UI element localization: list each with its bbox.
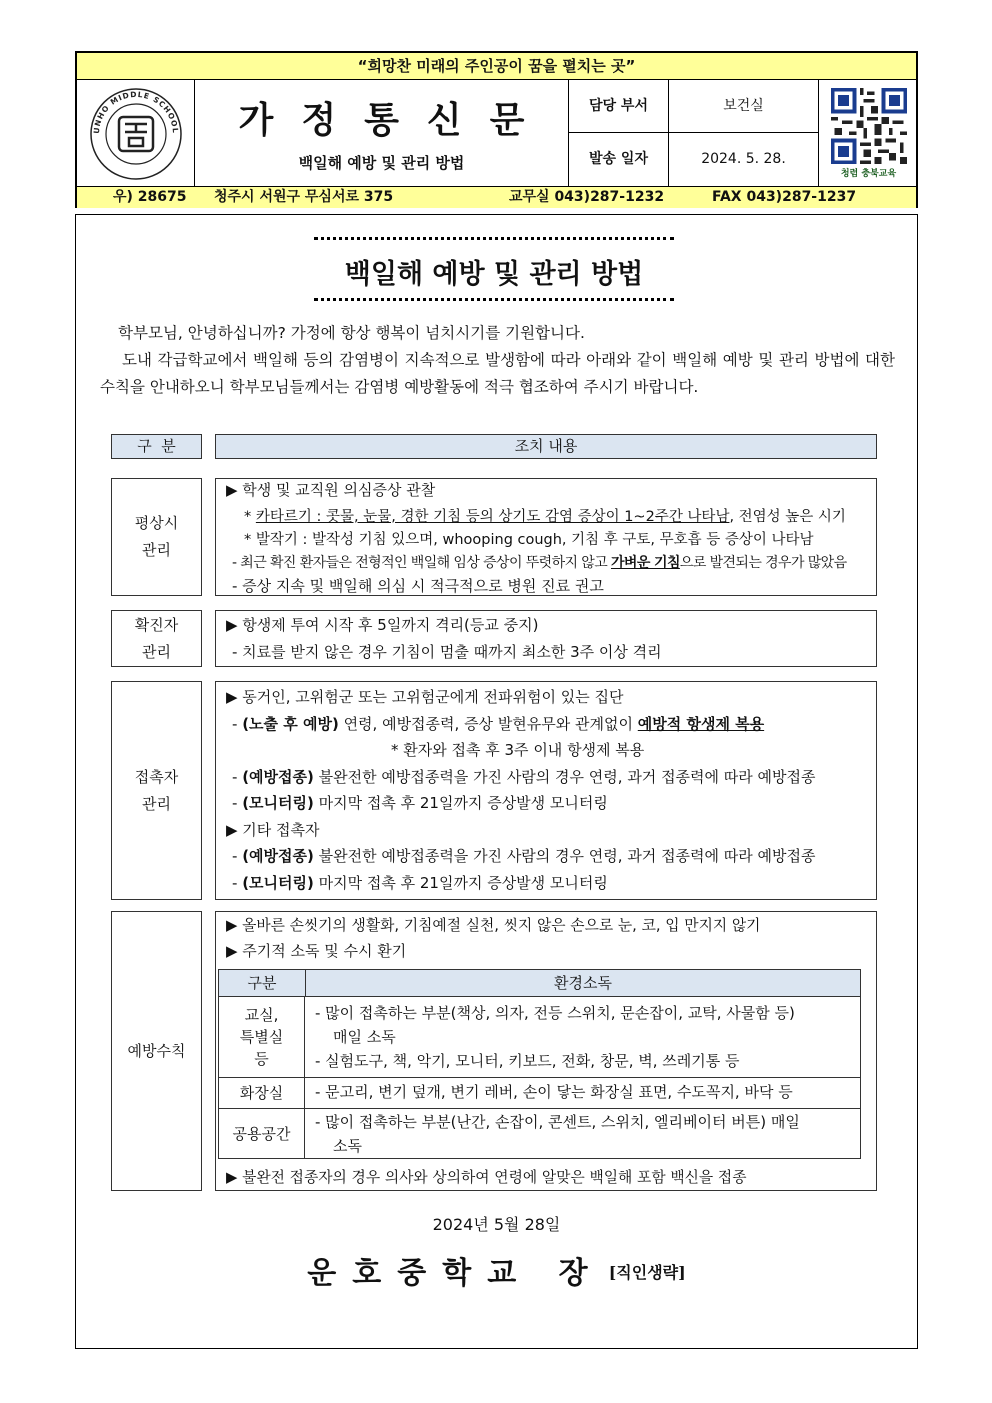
- contacts-postexposure-dash: -: [232, 715, 243, 733]
- routine-note-3-emph: 가벼운 기침: [610, 555, 680, 571]
- routine-heading: ▶ 학생 및 교직원 의심증상 관찰: [226, 481, 436, 499]
- address-fax: FAX 043)287-1237: [712, 189, 857, 205]
- routine-note-3-tail: 으로 발견되는 경우가 많았음: [679, 555, 847, 571]
- contacts-monitoring-2-tag: (모니터링): [242, 874, 314, 892]
- doc-title: 백일해 예방 및 관리 방법: [344, 259, 644, 290]
- disinfection-row-restroom-label: 화장실: [219, 1077, 305, 1108]
- document-body: [75, 214, 918, 1349]
- contacts-vaccination-1-tag: (예방접종): [242, 768, 314, 786]
- disinfection-row-classroom-label: [219, 997, 305, 1077]
- disinfection-row-divider: [219, 1108, 860, 1109]
- classroom-text-1: - 많이 접촉하는 부분(책상, 의자, 전등 스위치, 문손잡이, 교탁, 사물함 등): [315, 1004, 795, 1022]
- contacts-vaccination-1-text: 불완전한 예방접종력을 가진 사람의 경우 연령, 과거 접종력에 따라 예방접종: [313, 768, 816, 786]
- signature-line: [76, 1248, 917, 1292]
- address-bar: [77, 186, 916, 208]
- section-contacts-label-1: 접촉자: [134, 767, 179, 786]
- table-header-category-text: 구 분: [137, 437, 176, 455]
- routine-note-3: [232, 552, 847, 572]
- school-motto: “희망찬 미래의 주인공이 꿈을 펼치는 곳”: [77, 53, 916, 80]
- contacts-heading-1: ▶ 동거인, 고위험군 또는 고위험군에게 전파위험이 있는 집단: [226, 688, 624, 706]
- section-contacts-label-2: 관리: [142, 794, 171, 813]
- common-text-1: - 많이 접촉하는 부분(난간, 손잡이, 콘센트, 스위치, 엘리베이터 버튼) 매일: [315, 1113, 800, 1131]
- section-contacts-content: [215, 681, 877, 900]
- contacts-postexposure-text: 연령, 예방접종력, 증상 발현유무와 관계없이: [338, 715, 638, 733]
- contacts-vaccination-2-tag: (예방접종): [242, 847, 314, 865]
- disinfection-row-classroom-text: [305, 1001, 861, 1073]
- common-text-2: 소독: [333, 1137, 362, 1155]
- disinfection-header-category: 구분: [219, 970, 306, 997]
- send-date-label: 발송 일자: [569, 133, 669, 186]
- routine-note-1: [244, 505, 846, 526]
- contacts-postexposure-tag: (노출 후 예방): [242, 715, 339, 733]
- header-middle-row: [77, 80, 916, 186]
- disinfection-row-common-label: 공용공간: [219, 1108, 305, 1159]
- section-confirmed-content: [215, 610, 877, 667]
- disinfection-table: [218, 969, 861, 1159]
- routine-note-2: * 발작기 : 발작성 기침 있으며, whooping cough, 기침 후 구토, 무호흡 등 증상이 나타남: [244, 532, 814, 548]
- section-routine-label: [111, 478, 202, 596]
- contacts-monitoring-1: [232, 792, 608, 813]
- header-info-grid: [569, 80, 819, 186]
- contacts-vaccination-1-dash: -: [232, 768, 243, 786]
- routine-note-1-underlined: 카타르기 : 콧물, 눈물, 경한 기침 등의 상기도 감염 증상이 1~2주간 나타남: [255, 509, 730, 525]
- contacts-monitoring-1-tag: (모니터링): [242, 794, 314, 812]
- section-confirmed-label: [111, 610, 202, 667]
- newsletter-header: [75, 51, 918, 208]
- seal-omitted-note: [직인생략]: [608, 1263, 686, 1282]
- table-header-actions: [215, 434, 877, 459]
- principal-signature: 운호중학교 장: [307, 1256, 604, 1291]
- contacts-monitoring-2: [232, 872, 608, 893]
- disinfection-row-divider: [219, 1077, 860, 1078]
- section-routine-label-2: 관리: [142, 541, 171, 559]
- restroom-text-1: - 문고리, 변기 덮개, 변기 레버, 손이 닿는 화장실 표면, 수도꼭지, 바닥 등: [315, 1083, 793, 1101]
- classroom-label-2: 특별실: [239, 1028, 284, 1046]
- routine-note-4: - 증상 지속 및 백일해 의심 시 적극적으로 병원 진료 권고: [232, 577, 604, 595]
- section-prevention-content: [215, 911, 877, 1191]
- prevention-heading-1: ▶ 올바른 손씻기의 생활화, 기침예절 실천, 씻지 않은 손으로 눈, 코, 입 만지지 않기: [226, 917, 761, 934]
- contacts-monitoring-1-dash: -: [232, 794, 243, 812]
- routine-note-3-head: - 최근 확진 환자들은 전형적인 백일해 임상 증상이 뚜렷하지 않고: [232, 555, 611, 571]
- routine-note-1-mark: *: [244, 509, 256, 525]
- school-logo-cell: [77, 80, 195, 186]
- classroom-label-1: 교실,: [244, 1006, 279, 1024]
- address-zip: 우) 28675: [113, 189, 187, 205]
- doc-title-box: [314, 237, 674, 301]
- routine-note-1-tail: , 전염성 높은 시기: [729, 509, 846, 525]
- section-confirmed-label-1: 확진자: [134, 615, 179, 634]
- qr-cell: [819, 80, 918, 186]
- section-routine-content: [215, 478, 877, 596]
- table-header-actions-text: 조치 내용: [514, 437, 578, 455]
- newsletter-title: 가정통신문: [238, 99, 553, 141]
- contacts-heading-2: ▶ 기타 접촉자: [226, 821, 320, 839]
- issue-date: 2024년 5월 28일: [432, 1215, 561, 1234]
- prevention-heading-3: ▶ 불완전 접종자의 경우 의사와 상의하여 연령에 알맞은 백일해 포함 백신을 접종: [226, 1169, 747, 1186]
- confirmed-note-1: - 치료를 받지 않은 경우 기침이 멈출 때까지 최소한 3주 이상 격리: [232, 643, 662, 661]
- contacts-postexposure: [232, 713, 764, 734]
- school-logo-icon: [77, 80, 195, 186]
- contacts-monitoring-2-text: 마지막 접촉 후 21일까지 증상발생 모니터링: [313, 874, 608, 892]
- contacts-postexposure-emph: 예방적 항생제 복용: [637, 715, 765, 733]
- dept-value: 보건실: [669, 80, 819, 133]
- address-street: 청주시 서원구 무심서로 375: [214, 189, 394, 205]
- send-date-value: 2024. 5. 28.: [669, 133, 819, 186]
- contacts-vaccination-2: [232, 845, 816, 866]
- disinfection-row-common-text: [305, 1110, 861, 1158]
- svg-text:UNHO MIDDLE SCHOOL: UNHO MIDDLE SCHOOL: [91, 89, 181, 135]
- address-office-phone: 교무실 043)287-1232: [509, 189, 665, 205]
- classroom-label-3: 등: [254, 1050, 269, 1068]
- contacts-monitoring-2-dash: -: [232, 874, 243, 892]
- intro-greeting: 학부모님, 안녕하십니까? 가정에 항상 행복이 넘치시기를 기원합니다.: [118, 324, 585, 342]
- newsletter-subtitle: 백일해 예방 및 관리 방법: [298, 154, 465, 172]
- section-prevention-label: [111, 911, 202, 1191]
- classroom-text-3: - 실험도구, 책, 악기, 모니터, 키보드, 전화, 창문, 벽, 쓰레기통 등: [315, 1052, 740, 1070]
- contacts-postexposure-note: * 환자와 접촉 후 3주 이내 항생제 복용: [391, 741, 645, 759]
- classroom-text-2: 매일 소독: [333, 1028, 396, 1046]
- prevention-heading-2: ▶ 주기적 소독 및 수시 환기: [226, 942, 407, 960]
- section-routine-label-1: 평상시: [134, 514, 179, 532]
- disinfection-row-restroom-text: [305, 1080, 861, 1104]
- contacts-monitoring-1-text: 마지막 접촉 후 21일까지 증상발생 모니터링: [313, 794, 608, 812]
- section-contacts-label: [111, 681, 202, 900]
- disinfection-header-method: 환경소독: [306, 970, 860, 997]
- intro-paragraph: 도내 각급학교에서 백일해 등의 감염병이 지속적으로 발생함에 따라 아래와 같이 백일해 예방 및 관리 방법에 대한 수칙을 안내하오니 학부모님들께서는 감염병 예방활동에 적극 협조하여 주시기 바랍니다.: [100, 351, 895, 396]
- contacts-vaccination-1: [232, 766, 816, 787]
- section-prevention-label-text: 예방수칙: [127, 1041, 186, 1060]
- section-confirmed-label-2: 관리: [142, 642, 171, 661]
- qr-code-icon[interactable]: [829, 88, 909, 164]
- dept-label: 담당 부서: [569, 80, 669, 133]
- table-header-category: [111, 434, 202, 459]
- confirmed-heading: ▶ 항생제 투여 시작 후 5일까지 격리(등교 중지): [226, 616, 539, 634]
- qr-caption: 청렴 충북교육: [840, 169, 897, 179]
- title-cell: [195, 80, 569, 186]
- contacts-vaccination-2-dash: -: [232, 847, 243, 865]
- contacts-vaccination-2-text: 불완전한 예방접종력을 가진 사람의 경우 연령, 과거 접종력에 따라 예방접종: [313, 847, 816, 865]
